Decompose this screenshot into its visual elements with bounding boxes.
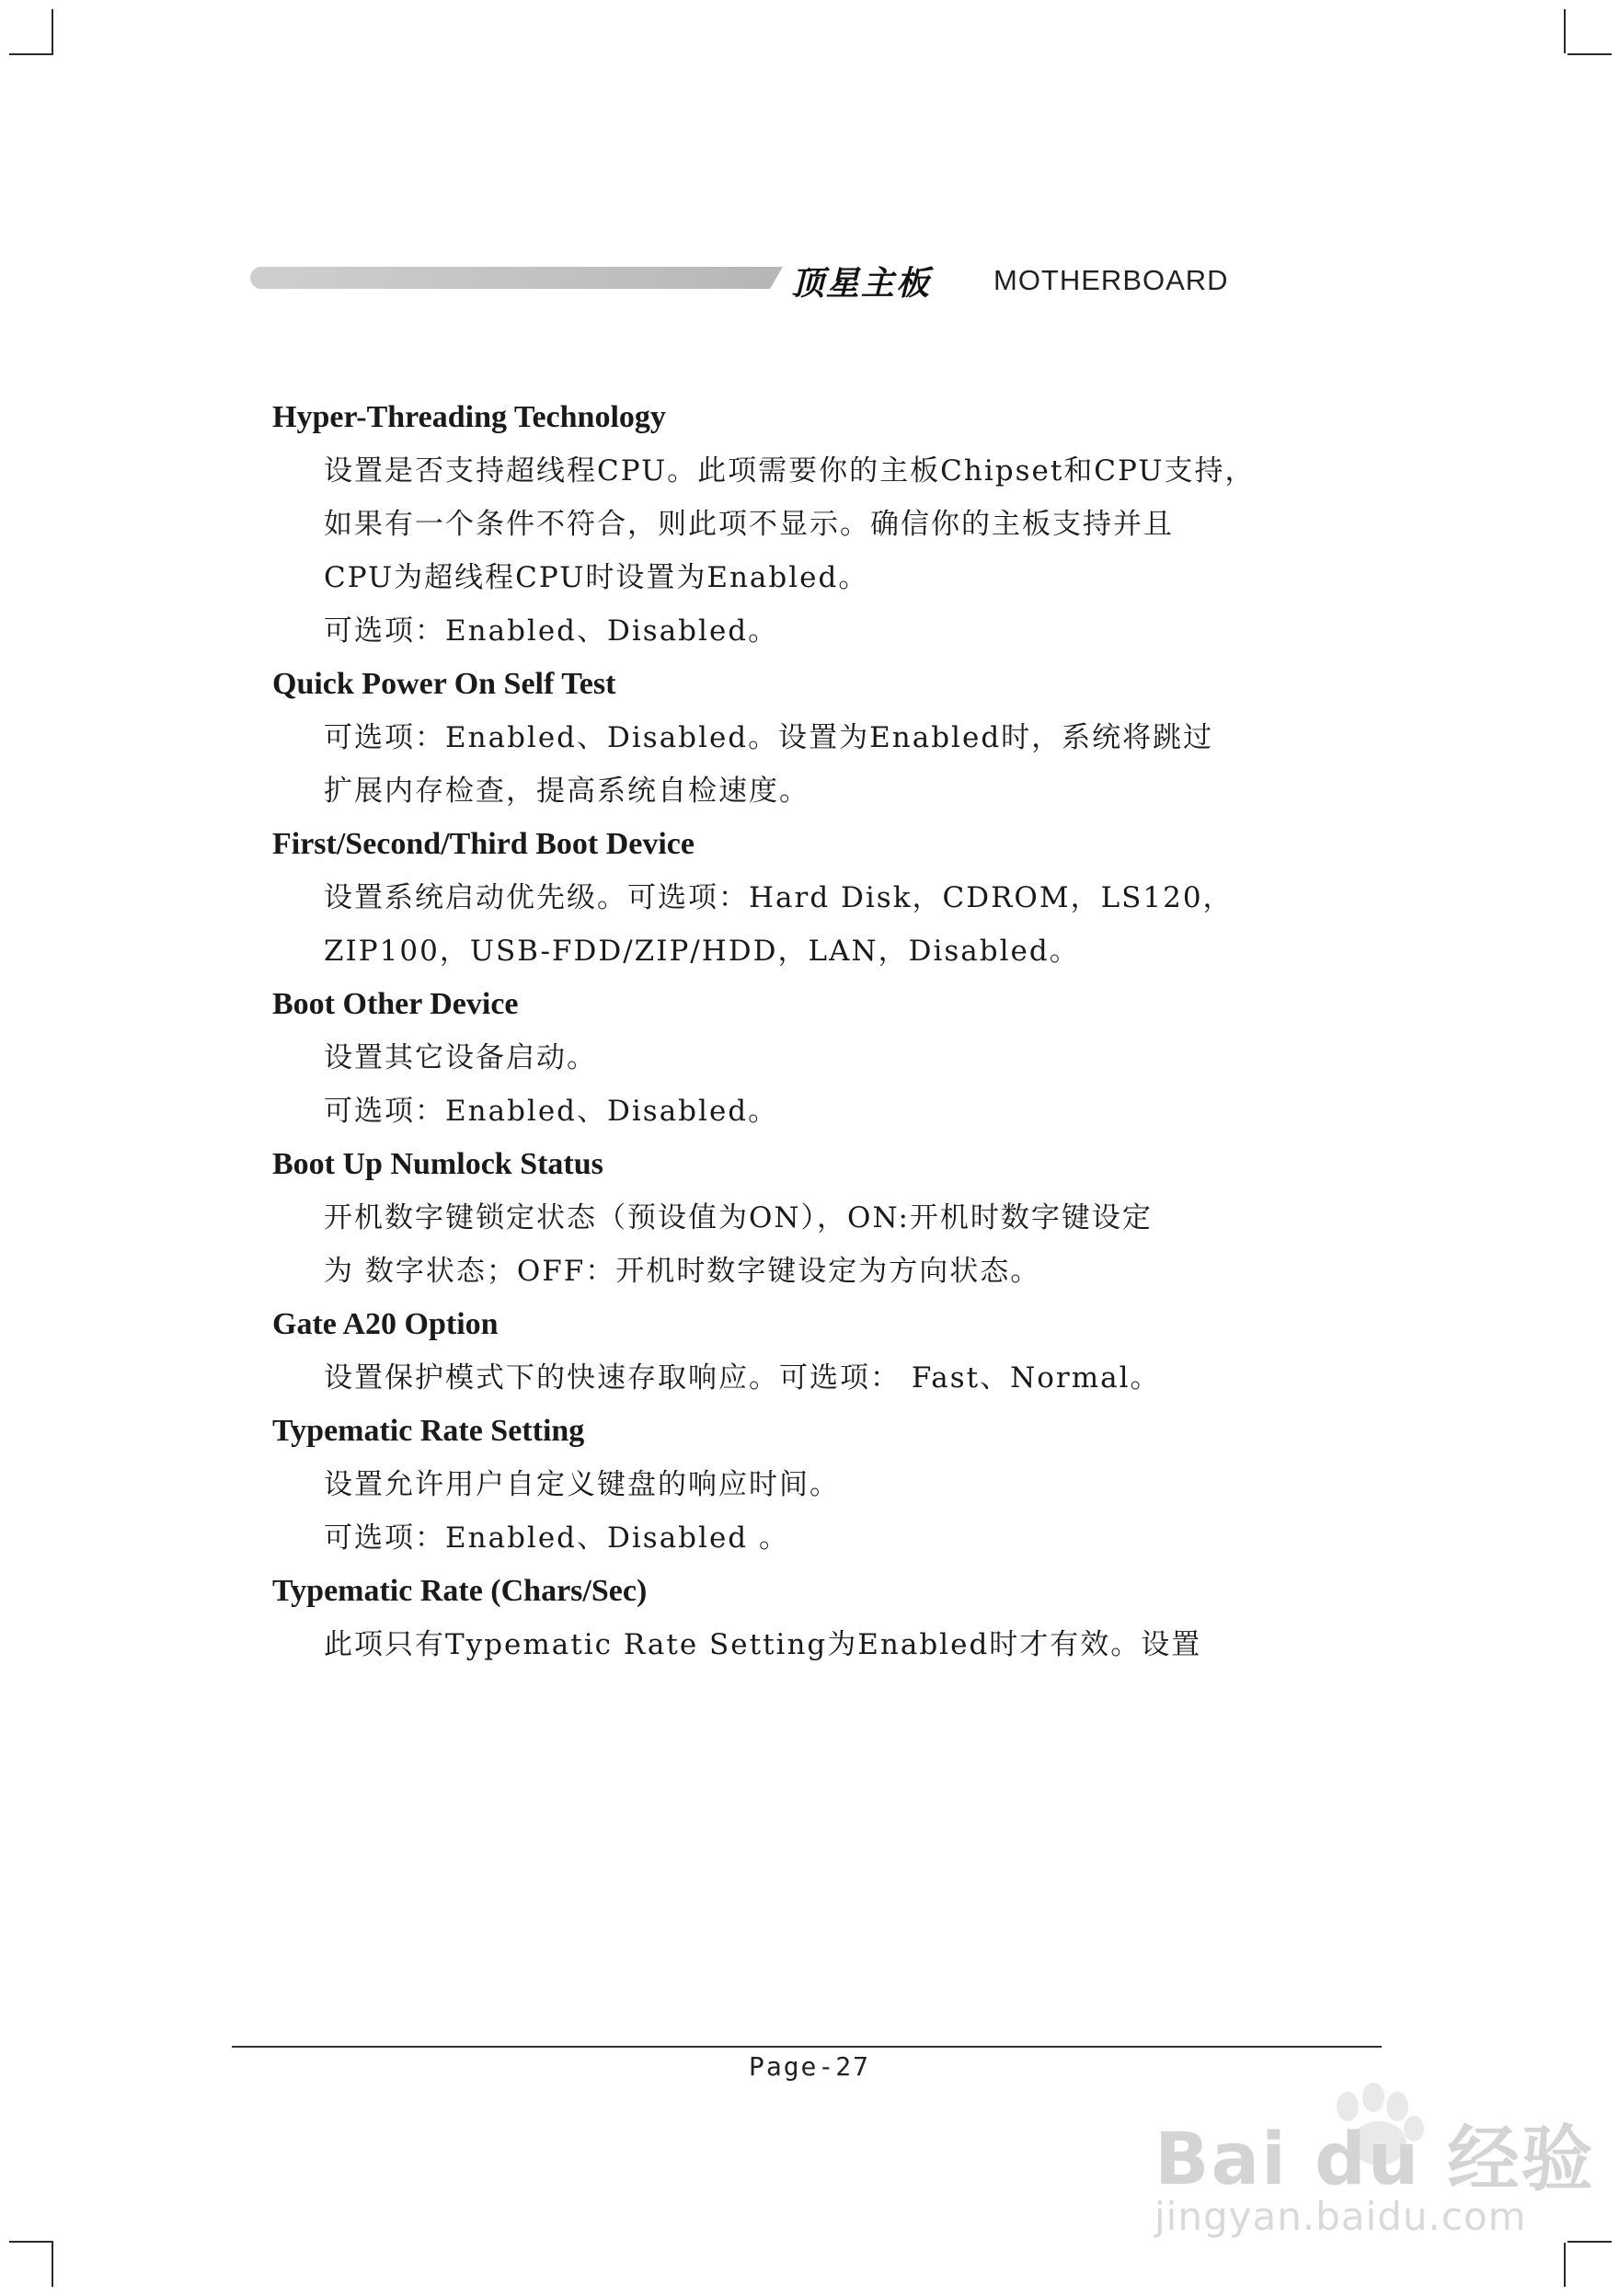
section-body-line: 设置系统启动优先级。可选项：Hard Disk，CDROM，LS120， bbox=[324, 881, 1234, 914]
crop-mark-bottom-left-v bbox=[52, 2243, 53, 2287]
watermark-url: jingyan.baidu.com bbox=[1154, 2194, 1527, 2239]
header-decorative-bar bbox=[250, 267, 762, 289]
section-body-line: 开机数字键锁定状态（预设值为ON），ON:开机时数字键设定 bbox=[324, 1201, 1153, 1234]
crop-mark-bottom-right-v bbox=[1564, 2243, 1566, 2287]
section-body-line: CPU为超线程CPU时设置为Enabled。 bbox=[324, 561, 869, 594]
section-body-line: 此项只有Typematic Rate Setting为Enabled时才有效。设置 bbox=[324, 1628, 1202, 1661]
crop-mark-bottom-right-h bbox=[1567, 2241, 1612, 2243]
watermark-brand: Bai du 经验 bbox=[1154, 2118, 1595, 2201]
section-body-line: ZIP100，USB-FDD/ZIP/HDD，LAN，Disabled。 bbox=[324, 935, 1080, 968]
section-body-line: 可选项：Enabled、Disabled。设置为Enabled时，系统将跳过 bbox=[324, 721, 1214, 754]
section-title: Boot Other Device bbox=[272, 987, 519, 1021]
manual-content bbox=[272, 391, 1395, 1671]
section-body-line: 可选项：Enabled、Disabled 。 bbox=[324, 1521, 789, 1555]
brand-logo-chinese: 顶星主板 bbox=[791, 265, 932, 303]
section-body-line: 为 数字状态；OFF：开机时数字键设定为方向状态。 bbox=[324, 1255, 1041, 1288]
section-body-line: 设置其它设备启动。 bbox=[324, 1041, 597, 1074]
crop-mark-top-right-h bbox=[1567, 53, 1612, 55]
section-title: Typematic Rate Setting bbox=[272, 1414, 585, 1448]
section-body-line: 设置保护模式下的快速存取响应。可选项： Fast、Normal。 bbox=[324, 1361, 1161, 1395]
page-number: Page-27 bbox=[748, 2051, 870, 2082]
section-title: First/Second/Third Boot Device bbox=[272, 827, 695, 861]
section-body-line: 可选项：Enabled、Disabled。 bbox=[324, 1095, 779, 1128]
section-title: Quick Power On Self Test bbox=[272, 667, 616, 701]
crop-mark-top-left-v bbox=[52, 9, 53, 53]
section-body-line: 设置允许用户自定义键盘的响应时间。 bbox=[324, 1468, 840, 1501]
section-body-line: 设置是否支持超线程CPU。此项需要你的主板Chipset和CPU支持， bbox=[324, 454, 1256, 488]
section-title: Typematic Rate (Chars/Sec) bbox=[272, 1574, 648, 1608]
section-title: Hyper-Threading Technology bbox=[272, 400, 666, 434]
section-title: Boot Up Numlock Status bbox=[272, 1147, 603, 1181]
crop-mark-top-right-v bbox=[1564, 9, 1566, 53]
crop-mark-top-left-h bbox=[9, 53, 53, 55]
section-body-line: 如果有一个条件不符合，则此项不显示。确信你的主板支持并且 bbox=[324, 508, 1174, 541]
crop-mark-bottom-left-h bbox=[9, 2241, 53, 2243]
section-title: Gate A20 Option bbox=[272, 1307, 499, 1341]
brand-motherboard-label: MOTHERBOARD bbox=[993, 264, 1229, 296]
section-body-line: 可选项：Enabled、Disabled。 bbox=[324, 614, 779, 648]
footer-rule bbox=[232, 2046, 1382, 2048]
section-body-line: 扩展内存检查，提高系统自检速度。 bbox=[324, 775, 810, 808]
